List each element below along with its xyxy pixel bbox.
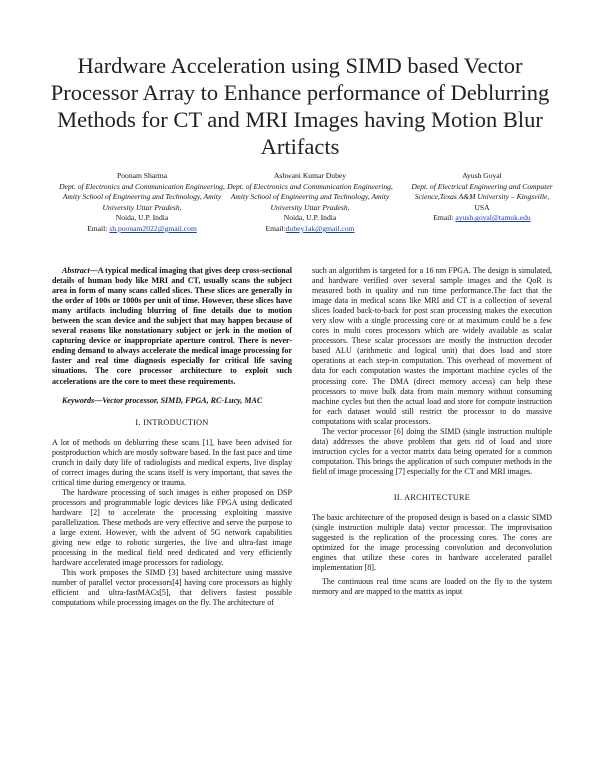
author-location: Noida, U.P. India — [115, 213, 169, 223]
author-name: Ashwani Kumar Dubey — [273, 171, 347, 180]
author-email-link[interactable]: dubey1ak@gmail.com — [285, 223, 355, 233]
author-name: Ayush Goyal — [462, 171, 502, 180]
author-location: Noida, U.P. India — [283, 213, 337, 223]
architecture-paragraph-2: The continuous real time scans are loaded on the fly to the system memory and are mapped to the matrix as input — [312, 577, 552, 597]
email-label: Email: — [87, 223, 110, 233]
author-name: Poonam Sharma — [117, 171, 167, 180]
author-affiliation: Dept. of Electronics and Communication Engineering, Amity School of Engineering and Technology, Amity University Uttar Pradesh, — [227, 181, 393, 212]
intro-paragraph-5: The vector processor [6] doing the SIMD (single instruction multiple data) addresses the above problem that gets rid of load and store instruction cycles for a vector matrix data being operated for a common computation. This brings the application of such computer methods in the field of image processing [7] especially for the CT and MRI images. — [312, 426, 552, 476]
intro-paragraph-2: The hardware processing of such images is either proposed on DSP processors and programmable logic devices like FPGA using dedicated hardware [2] to accelerate the processing exploiting massive parallelization. These methods are very effective and serve the purpose to a large extent. However, with the advent of 5G network capabilities giving new edge to robotic surgeries, the live and ultra-fast image processing in the medical field need dedicated and very efficiently hardware accelerated image processors for radiology. — [52, 487, 292, 568]
author-email-line — [397, 213, 567, 224]
author-block-3 — [397, 171, 567, 224]
intro-paragraph-3: This work proposes the SIMD [3] based architecture using massive number of parallel vector processors[4] having core processors as highly efficient and ultra-fastMACs[5], that delivers fastest possible computations while processing images on the fly. The architecture of — [52, 568, 292, 608]
author-email-line — [57, 224, 227, 235]
author-affiliation: Dept. of Electronics and Communication Engineering, Amity School of Engineering and Technology, Amity University Uttar Pradesh, — [59, 181, 225, 212]
right-column — [312, 266, 552, 597]
abstract — [52, 266, 292, 387]
author-email-link[interactable]: ayush.goyal@tamuk.edu — [455, 213, 531, 223]
author-block-1 — [57, 171, 227, 235]
email-label: Email: — [265, 223, 286, 233]
author-location: USA — [474, 202, 490, 212]
email-label: Email: — [433, 213, 456, 223]
architecture-paragraph-1: The basic architecture of the proposed design is based on a classic SIMD (single instruction multiple data) vector processor. The improvisation suggested is the replication of the processing cores. The cores are optimized for the image processing convolution and deconvolution engines that utilize these cores in hardware accelerated parallel implementation [8]. — [312, 513, 552, 573]
author-affiliation: Dept. of Electrical Engineering and Computer Science,Texas A&M University – Kingsville, — [411, 181, 553, 202]
intro-paragraph-1: A lot of methods on deblurring these scans [1], have been advised for postproduction which are mostly software based. In the fast pace and time crunch in daily duty life of radiologists and medical experts, live display of correct images during the scans itself is very important, that saves the critical time during emergency or trauma. — [52, 437, 292, 487]
keywords: Keywords—Vector processor, SIMD, FPGA, RC-Lucy, MAC — [62, 395, 263, 405]
intro-paragraph-4: such an algorithm is targeted for a 16 nm FPGA. The design is simulated, and hardware verified over several sample images and the QoR is measured both in quality and run time performance.The fact that the image data in medical scans like MRI and CT is a collection of several slices loaded back-to-back for post scan processing makes the execution very slow with a single processing core or at maximum could be a few cores in multi cores processors which are widely available as scalar processors. These scalar processors are mostly the instruction decoder based ALU (arithmetic and logical unit) that does load and store operations at each step-in computation. This overhead of movement of data for each computation wastes the important machine cycles of the processing core. The DMA (direct memory access) can help these processors to move bulk data from main memory without consuming machine cycles but then the actual load and store for compute instruction for each dataset would still restrict the processor to do massive computations with scalar processors. — [312, 266, 552, 426]
paper-title: Hardware Acceleration using SIMD based Vector Processor Array to Enhance performance of Deblurring Methods for CT and MRI Images having Motion Blur Artifacts — [50, 53, 550, 159]
section-heading-architecture: II. ARCHITECTURE — [393, 492, 471, 502]
author-email-line — [225, 224, 395, 235]
abstract-lead: Abstract — [62, 266, 90, 275]
left-column — [52, 266, 292, 608]
author-email-link[interactable]: sh.poonam2022@gmail.com — [109, 223, 197, 233]
section-heading-introduction: I. INTRODUCTION — [135, 417, 209, 427]
abstract-text: —A typical medical imaging that gives deep cross-sectional details of human body like MRI and CT, usually scans the subject area in form of many scans called slices. These slices are generally in the order of 100s or 1000s per unit of time. However, these slices have many artifacts including blurring of fine details due to motion between the scan device and the subject that may happen because of several reasons like nonstationary subject or jerk in the motion of capturing device or inappropriate aperture control. There is never-ending demand to always accelerate the medical image processing for faster and real time diagnosis especially for critical life saving situations. The core processor architecture to exploit such accelerations are the core to meet these requirements. — [52, 266, 292, 386]
author-block-2 — [225, 171, 395, 235]
